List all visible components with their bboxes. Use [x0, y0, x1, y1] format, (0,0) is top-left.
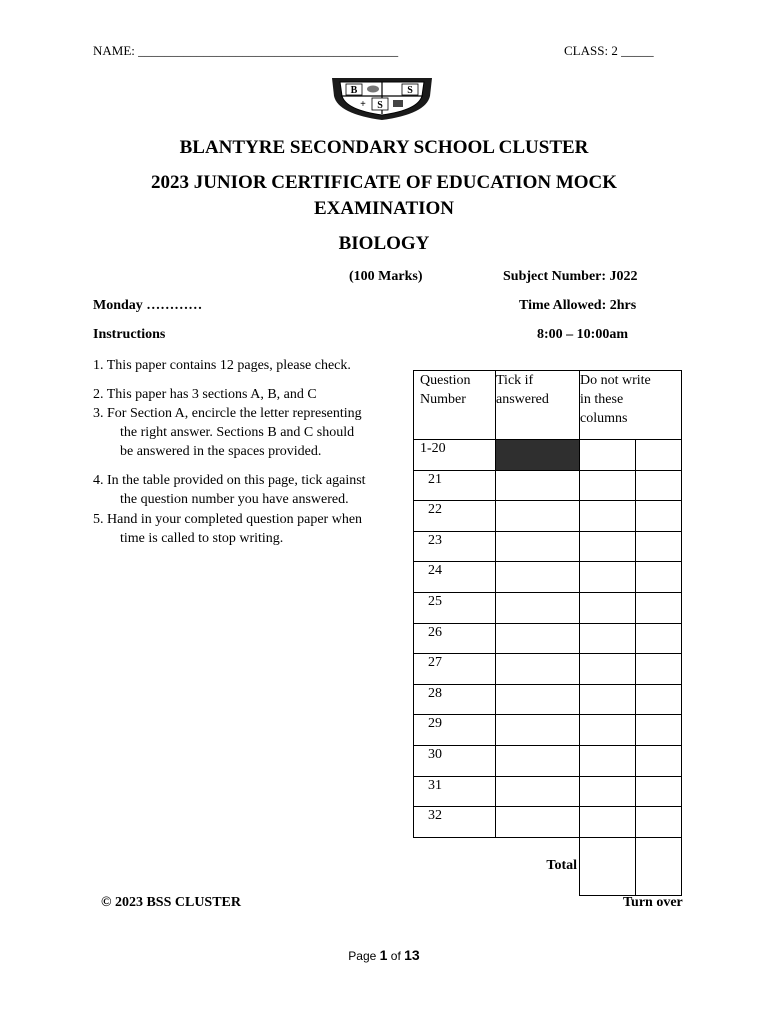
svg-text:+: +	[360, 99, 366, 110]
tick-cell[interactable]	[496, 501, 580, 532]
marker-cell	[636, 440, 682, 471]
question-number: 23	[414, 531, 496, 562]
instruction-1: 1. This paper contains 12 pages, please check.	[93, 358, 351, 373]
marker-cell	[580, 562, 636, 593]
col-question-header: Question Number	[414, 371, 496, 440]
total-cell	[636, 837, 682, 895]
instruction-2: 2. This paper has 3 sections A, B, and C	[93, 387, 317, 402]
table-row	[414, 654, 682, 685]
name-field: NAME: ________________________________________	[93, 43, 399, 58]
school-title: BLANTYRE SECONDARY SCHOOL CLUSTER	[179, 137, 589, 158]
tick-cell	[496, 440, 580, 471]
tick-cell[interactable]	[496, 531, 580, 562]
class-field: CLASS: 2 _____	[564, 43, 654, 58]
instruction-3-cont1: the right answer. Sections B and C should	[120, 425, 355, 440]
marker-cell	[636, 684, 682, 715]
tick-cell[interactable]	[496, 776, 580, 807]
question-number: 26	[414, 623, 496, 654]
marker-cell	[636, 531, 682, 562]
time-range: 8:00 – 10:00am	[537, 327, 628, 342]
marker-cell	[580, 501, 636, 532]
marker-cell	[636, 470, 682, 501]
marker-cell	[636, 592, 682, 623]
question-number: 1-20	[414, 440, 496, 471]
question-number: 25	[414, 592, 496, 623]
marker-cell	[636, 776, 682, 807]
total-label: Total	[546, 858, 577, 874]
marker-cell	[580, 776, 636, 807]
subject-title: BIOLOGY	[338, 233, 430, 254]
tick-cell[interactable]	[496, 562, 580, 593]
table-row	[414, 623, 682, 654]
col-tick-header: Tick if answered	[496, 371, 580, 440]
table-row	[414, 592, 682, 623]
question-number: 28	[414, 684, 496, 715]
exam-day: Monday …………	[93, 298, 203, 313]
question-number: 21	[414, 470, 496, 501]
subject-number: Subject Number: J022	[503, 269, 638, 284]
instruction-3-cont2: be answered in the spaces provided.	[120, 444, 322, 459]
marker-cell	[636, 654, 682, 685]
table-row	[414, 807, 682, 838]
school-crest-icon	[330, 74, 434, 122]
instruction-5: 5. Hand in your completed question paper when	[93, 512, 363, 527]
marker-cell	[580, 684, 636, 715]
exam-title-line2: EXAMINATION	[313, 198, 455, 219]
table-row	[414, 745, 682, 776]
marker-cell	[636, 715, 682, 746]
marker-cell	[636, 501, 682, 532]
instruction-5-cont: time is called to stop writing.	[120, 531, 284, 546]
marker-cell	[580, 745, 636, 776]
marker-cell	[580, 531, 636, 562]
question-number: 27	[414, 654, 496, 685]
tick-cell[interactable]	[496, 470, 580, 501]
table-row	[414, 531, 682, 562]
question-number: 32	[414, 807, 496, 838]
table-row	[414, 684, 682, 715]
marker-cell	[636, 623, 682, 654]
marker-cell	[636, 745, 682, 776]
copyright: © 2023 BSS CLUSTER	[101, 895, 241, 910]
tick-cell[interactable]	[496, 684, 580, 715]
table-row	[414, 562, 682, 593]
instruction-4-cont: the question number you have answered.	[120, 492, 349, 507]
table-row	[414, 776, 682, 807]
marker-cell	[580, 715, 636, 746]
total-row	[414, 837, 682, 895]
tick-cell[interactable]	[496, 623, 580, 654]
table-row	[414, 470, 682, 501]
tick-cell[interactable]	[496, 745, 580, 776]
marks: (100 Marks)	[349, 269, 423, 284]
marker-cell	[580, 440, 636, 471]
turn-over: Turn over	[623, 895, 683, 910]
marker-cell	[636, 807, 682, 838]
col-note-header: Do not write in these columns	[580, 371, 682, 440]
question-number: 30	[414, 745, 496, 776]
tick-cell[interactable]	[496, 592, 580, 623]
marker-cell	[580, 592, 636, 623]
svg-text:B: B	[350, 85, 358, 96]
page-number: Page 1 of 13	[348, 947, 420, 963]
answer-tracking-table	[413, 370, 682, 896]
instructions-heading: Instructions	[93, 327, 166, 342]
table-row	[414, 440, 682, 471]
time-allowed: Time Allowed: 2hrs	[519, 298, 637, 313]
question-number: 24	[414, 562, 496, 593]
marker-cell	[580, 470, 636, 501]
exam-title-line1: 2023 JUNIOR CERTIFICATE OF EDUCATION MOCK	[150, 172, 618, 193]
total-cell	[580, 837, 636, 895]
marker-cell	[580, 654, 636, 685]
instruction-4: 4. In the table provided on this page, tick against	[93, 473, 366, 488]
svg-text:S: S	[377, 100, 383, 111]
question-number: 22	[414, 501, 496, 532]
question-number: 31	[414, 776, 496, 807]
tick-cell[interactable]	[496, 715, 580, 746]
svg-text:S: S	[407, 85, 413, 96]
instruction-3: 3. For Section A, encircle the letter representing	[93, 406, 362, 421]
table-row	[414, 501, 682, 532]
tick-cell[interactable]	[496, 654, 580, 685]
marker-cell	[580, 623, 636, 654]
marker-cell	[580, 807, 636, 838]
table-row	[414, 715, 682, 746]
marker-cell	[636, 562, 682, 593]
question-number: 29	[414, 715, 496, 746]
tick-cell[interactable]	[496, 807, 580, 838]
